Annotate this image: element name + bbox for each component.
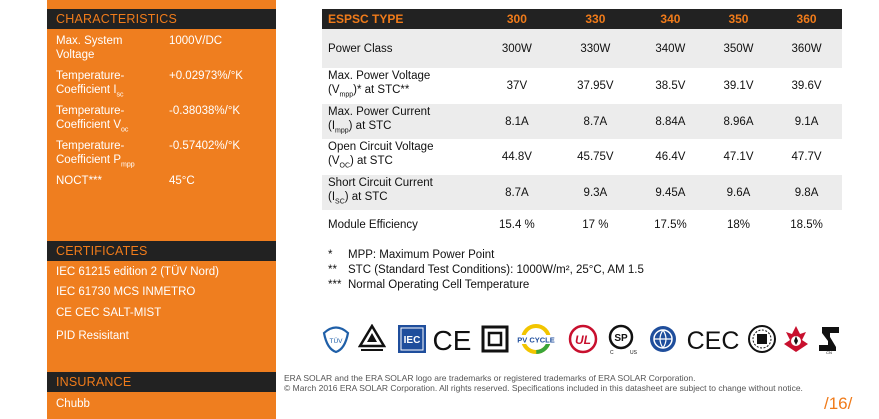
char-value-temp-voc: -0.38038%/°K <box>169 105 241 117</box>
ul-logo-icon <box>568 322 598 356</box>
footer-copyright: © March 2016 ERA SOLAR Corporation. All rights reserved. Specifications included in this datasheet are subject to change without notice. <box>284 383 803 393</box>
certificates-heading: CERTIFICATES <box>47 241 276 261</box>
char-label-max-voltage: Max. System Voltage <box>56 35 123 61</box>
certificate-item: IEC 61730 MCS INMETRO <box>56 286 196 298</box>
table-cell: 17 % <box>556 210 635 240</box>
table-cell: 9.45A <box>635 175 706 210</box>
table-cell: 8.7A <box>478 175 556 210</box>
insurance-heading: INSURANCE <box>47 372 276 392</box>
table-cell: 15.4 % <box>478 210 556 240</box>
certification-logos <box>321 322 841 356</box>
table-cell: 9.3A <box>556 175 635 210</box>
table-cell: 39.6V <box>771 68 842 104</box>
svg-text:US: US <box>630 350 637 355</box>
row-label: Power Class <box>322 29 478 68</box>
table-cell: 300W <box>478 29 556 68</box>
row-label: Open Circuit Voltage $(V_{OC})$ at STC <box>322 139 478 175</box>
table-cell: 18% <box>706 210 771 240</box>
flame-icon <box>782 322 810 356</box>
round-seal-icon <box>747 322 777 356</box>
svg-text:SP: SP <box>614 333 628 344</box>
svg-text:TÜV: TÜV <box>329 338 343 345</box>
table-cell: 37V <box>478 68 556 104</box>
char-value-max-voltage: 1000V/DC <box>169 35 223 47</box>
row-label: Module Efficiency <box>322 210 478 240</box>
table-cell: 340W <box>635 29 706 68</box>
ce-mark-icon <box>431 322 473 356</box>
table-row <box>322 175 842 210</box>
table-row <box>322 210 842 240</box>
tuv-logo-icon <box>321 322 351 356</box>
row-label: Max. Power Current $(I_{mpp})$ at STC <box>322 104 478 139</box>
table-cell: 47.7V <box>771 139 842 175</box>
char-value-temp-isc: +0.02973%/°K <box>169 70 243 82</box>
table-cell: 8.7A <box>556 104 635 139</box>
table-header-row <box>322 9 842 29</box>
table-header-cell: 330 <box>556 9 635 29</box>
certificate-item: PID Resisitant <box>56 330 129 342</box>
table-cell: 45.75V <box>556 139 635 175</box>
warning-triangle-icon <box>358 322 386 356</box>
svg-text:CEC: CEC <box>686 327 740 354</box>
table-header-cell: 350 <box>706 9 771 29</box>
footnote: ** STC (Standard Test Conditions): 1000W/m², 25°C, AM 1.5 <box>328 264 644 276</box>
table-header-cell: 360 <box>771 9 842 29</box>
table-cell: 46.4V <box>635 139 706 175</box>
svg-text:CE: CE <box>432 325 472 354</box>
char-label-noct: NOCT*** <box>56 175 103 187</box>
csa-logo-icon <box>606 322 640 356</box>
svg-text:C: C <box>610 350 614 355</box>
footnote: * MPP: Maximum Power Point <box>328 249 495 261</box>
table-cell: 8.96A <box>706 104 771 139</box>
iec-logo-icon <box>397 322 427 356</box>
table-cell: 360W <box>771 29 842 68</box>
char-label-temp-isc: Temperature-Coefficient $I_{sc}$ <box>56 70 125 99</box>
svg-text:IEC: IEC <box>403 335 421 346</box>
insurance-value: Chubb <box>56 398 90 410</box>
table-cell: 17.5% <box>635 210 706 240</box>
table-cell: 18.5% <box>771 210 842 240</box>
table-row <box>322 29 842 68</box>
footer-trademark: ERA SOLAR and the ERA SOLAR logo are trademarks or registered trademarks of ERA SOLAR Corporation. <box>284 373 696 383</box>
spec-table <box>322 9 842 240</box>
globe-badge-icon <box>648 322 678 356</box>
svg-text:UL: UL <box>575 333 591 347</box>
table-cell: 9.6A <box>706 175 771 210</box>
cn-mark-icon <box>816 322 842 356</box>
table-row <box>322 139 842 175</box>
table-cell: 330W <box>556 29 635 68</box>
characteristics-heading: CHARACTERISTICS <box>47 9 276 29</box>
table-cell: 39.1V <box>706 68 771 104</box>
row-label: Short Circuit Current $(I_{SC})$ at STC <box>322 175 478 210</box>
table-row <box>322 68 842 104</box>
certificate-item: IEC 61215 edition 2 (TÜV Nord) <box>56 266 219 278</box>
char-label-temp-pmpp: Temperature-Coefficient $P_{mpp}$ <box>56 140 135 169</box>
table-header-cell: 300 <box>478 9 556 29</box>
square-mark-icon <box>481 322 509 356</box>
table-cell: 37.95V <box>556 68 635 104</box>
char-label-temp-voc: Temperature-Coefficient $V_{oc}$ <box>56 105 129 134</box>
row-label: Max. Power Voltage $(V_{mpp})*$ at STC** <box>322 68 478 104</box>
pv-cycle-icon <box>514 322 558 356</box>
table-header-cell: 340 <box>635 9 706 29</box>
table-cell: 8.1A <box>478 104 556 139</box>
table-cell: 47.1V <box>706 139 771 175</box>
table-cell: 38.5V <box>635 68 706 104</box>
footnotes <box>328 248 644 293</box>
table-cell: 44.8V <box>478 139 556 175</box>
table-cell: 350W <box>706 29 771 68</box>
svg-text:PV CYCLE: PV CYCLE <box>517 335 555 345</box>
sidebar <box>47 0 276 419</box>
table-header-cell: ESPSC TYPE <box>322 9 478 29</box>
page-number: /16/ <box>824 394 853 413</box>
certificate-item: CE CEC SALT-MIST <box>56 307 162 319</box>
footnote: *** Normal Operating Cell Temperature <box>328 279 530 291</box>
char-value-noct: 45°C <box>169 175 195 187</box>
footer-legal <box>284 373 803 393</box>
table-cell: 8.84A <box>635 104 706 139</box>
cec-logo-icon <box>684 322 742 356</box>
svg-text:CN: CN <box>826 350 832 354</box>
table-row <box>322 104 842 139</box>
char-value-temp-pmpp: -0.57402%/°K <box>169 140 241 152</box>
table-cell: 9.1A <box>771 104 842 139</box>
table-cell: 9.8A <box>771 175 842 210</box>
